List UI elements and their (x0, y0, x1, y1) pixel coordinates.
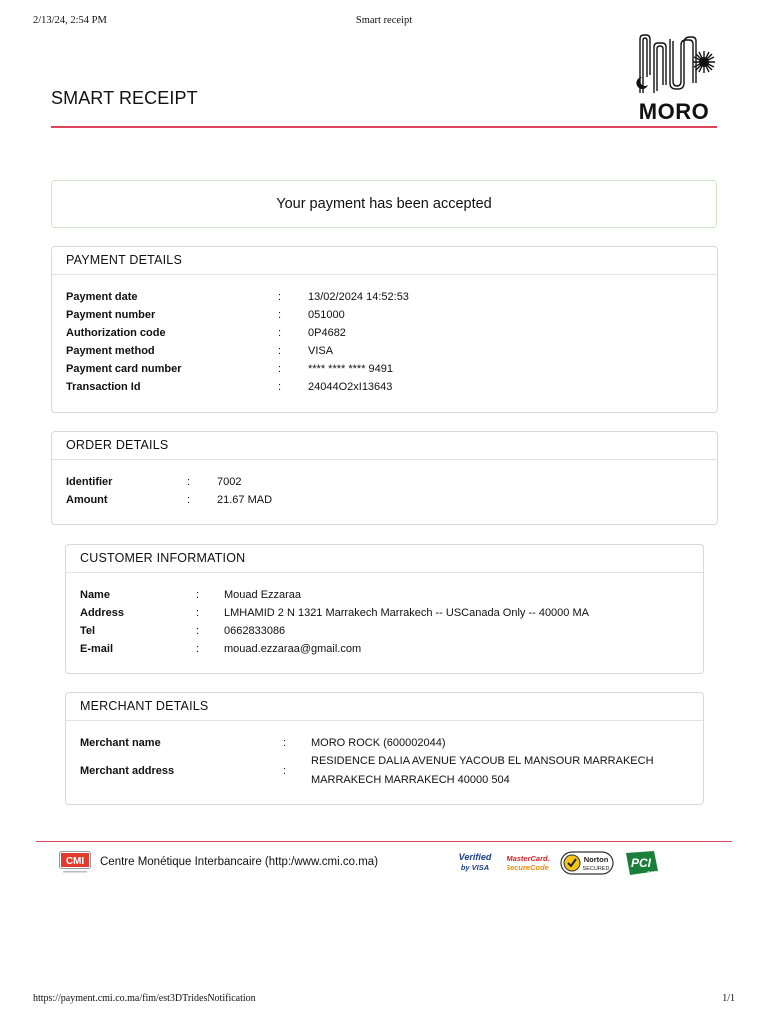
footer-divider (36, 841, 732, 842)
customer-row-value: LMHAMID 2 N 1321 Marrakech Marrakech -- USCanada Only -- 40000 MA (224, 607, 589, 619)
merchant-name-value: MORO ROCK (600002044) (311, 737, 446, 749)
payment-row: Transaction Id : 24044O2xI13643 (66, 381, 393, 393)
customer-row-value: mouad.ezzaraa@gmail.com (224, 643, 362, 655)
cmi-link-text[interactable]: Centre Monétique Interbancaire (http:/www.cmi.co.ma) (100, 856, 379, 868)
moro-logo-mark-icon (632, 33, 716, 99)
order-details-heading: ORDER DETAILS (52, 432, 717, 460)
print-datetime: 2/13/24, 2:54 PM (33, 15, 107, 26)
order-row-value: 7002 (217, 476, 242, 488)
svg-text:by VISA: by VISA (460, 863, 490, 872)
title-divider (51, 126, 717, 128)
moro-logo-text: MORO (638, 99, 710, 124)
svg-text:Verified: Verified (458, 852, 492, 862)
payment-row: Payment date : 13/02/2024 14:52:53 (66, 291, 409, 303)
print-header (33, 15, 735, 31)
order-row: Amount : 21.67 MAD (66, 494, 273, 506)
payment-row-label: Payment number (66, 309, 156, 321)
payment-row: Authorization code : 0P4682 (66, 327, 346, 339)
order-row-label: Identifier (66, 476, 113, 488)
svg-text:PCI: PCI (630, 856, 652, 870)
payment-row-value: 051000 (308, 309, 345, 321)
pci-dss-badge (624, 849, 660, 877)
merchant-address-line1: RESIDENCE DALIA AVENUE YACOUB EL MANSOUR MARRAKECH (311, 755, 654, 767)
verified-by-visa-badge (455, 849, 495, 877)
svg-text:DSS: DSS (647, 870, 657, 875)
payment-details-card (51, 246, 718, 413)
payment-row-label: Payment date (66, 291, 138, 303)
order-details-card (51, 431, 718, 525)
customer-row: Address : LMHAMID 2 N 1321 Marrakech Marrakech -- USCanada Only -- 40000 MA (80, 607, 589, 619)
payment-row-value: 24044O2xI13643 (308, 381, 393, 393)
mastercard-securecode-icon (507, 849, 549, 877)
page-title: SMART RECEIPT (51, 88, 198, 108)
payment-details-heading: PAYMENT DETAILS (52, 247, 717, 275)
payment-row-value: 0P4682 (308, 327, 346, 339)
moro-logo (632, 33, 716, 125)
svg-text:SecureCode.: SecureCode. (507, 863, 549, 872)
pci-dss-icon (624, 849, 660, 877)
merchant-details-heading: MERCHANT DETAILS (66, 693, 703, 721)
cmi-logo-text: CMI (65, 856, 85, 867)
payment-row-label: Payment method (66, 345, 155, 357)
customer-row-label: Tel (80, 625, 96, 637)
customer-information-heading: CUSTOMER INFORMATION (66, 545, 703, 573)
payment-row: Payment card number : **** **** **** 9491 (66, 363, 394, 375)
payment-accepted-message: Your payment has been accepted (276, 196, 492, 212)
cmi-logo-icon (59, 851, 91, 875)
payment-row-value: **** **** **** 9491 (308, 363, 394, 375)
order-row-value: 21.67 MAD (217, 494, 273, 506)
mastercard-securecode-badge (507, 849, 549, 877)
cmi-logo (59, 851, 91, 875)
print-page-number: 1/1 (722, 993, 735, 1004)
customer-row: Tel : 0662833086 (80, 625, 286, 637)
payment-row-label: Payment card number (66, 363, 182, 375)
payment-row-value: VISA (308, 345, 334, 357)
order-row-label: Amount (66, 494, 108, 506)
payment-accepted-banner (51, 180, 717, 228)
norton-secured-badge (560, 849, 614, 877)
payment-row-label: Authorization code (66, 327, 166, 339)
payment-row: Payment number : 051000 (66, 309, 345, 321)
print-url: https://payment.cmi.co.ma/fim/est3DTridesNotification (33, 993, 256, 1004)
svg-text:Norton: Norton (583, 855, 609, 864)
customer-row-label: Name (80, 589, 110, 601)
merchant-address-row: Merchant address : RESIDENCE DALIA AVENUE YACOUB EL MANSOUR MARRAKECH MARRAKECH MARRAKECH 40000 504 (80, 755, 654, 786)
customer-row-label: Address (80, 607, 125, 619)
verified-by-visa-icon (455, 849, 495, 877)
customer-row-value: 0662833086 (224, 625, 286, 637)
merchant-address-line2: MARRAKECH MARRAKECH 40000 504 (311, 774, 510, 786)
print-footer (33, 993, 735, 1009)
svg-text:MasterCard.: MasterCard. (507, 854, 549, 863)
svg-text:SECURED: SECURED (582, 866, 610, 872)
payment-row-value: 13/02/2024 14:52:53 (308, 291, 409, 303)
customer-row-value: Mouad Ezzaraa (224, 589, 302, 601)
customer-row: Name : Mouad Ezzaraa (80, 589, 302, 601)
payment-row: Payment method : VISA (66, 345, 334, 357)
order-row: Identifier : 7002 (66, 476, 242, 488)
customer-row: E-mail : mouad.ezzaraa@gmail.com (80, 643, 362, 655)
norton-secured-icon (560, 849, 614, 877)
merchant-name-row: Merchant name : MORO ROCK (600002044) (80, 737, 446, 749)
customer-information-card (65, 544, 704, 674)
merchant-address-label: Merchant address (80, 765, 175, 777)
customer-row-label: E-mail (80, 643, 114, 655)
merchant-details-card (65, 692, 704, 805)
print-doc-title: Smart receipt (355, 15, 413, 26)
payment-row-label: Transaction Id (66, 381, 141, 393)
merchant-name-label: Merchant name (80, 737, 161, 749)
